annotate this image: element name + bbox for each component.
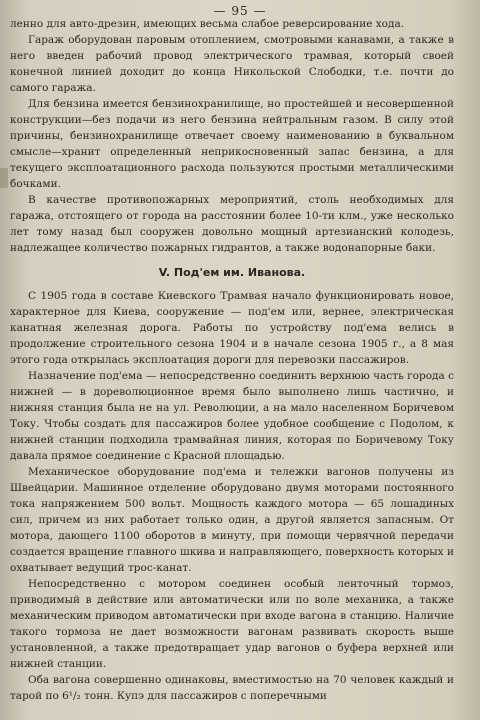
paragraph-fire-safety: В качестве противопожарных мероприятий, столь необходимых для гаража, отстоящего от города на расстоянии более 10-ти клм., уже несколько лет тому назад был сооружен довольно мощный артезианский колодезь, надлежащее количество пожарных гидрантов, а также водонапорные баки. [10, 194, 454, 254]
page-body [10, 16, 454, 704]
section-heading: V. Под'ем им. Иванова. [158, 266, 306, 279]
paragraph-gasoline: Для бензина имеется бензинохранилище, но простейшей и несовершенной конструкции—без подачи из него бензина нейтральным газом. В силу этой причины, бензинохранилище отвечает своему наименованию в буквальном смысле—хранит определенный неприкосновенный запас бензина, а для текущего эксплоатационного расхода пользуются простыми металлическими бочками. [10, 98, 454, 190]
paragraph-purpose: Назначение под'ема — непосредственно соединить верхнюю часть города с нижней — в дореволюционное время было выполнено лишь частично, и нижняя станция была не на ул. Революции, а на мало населенном Боричевом Току. Чтобы создать для пассажиров более удобное сообщение с Подолом, к нижней станции подходила трамвайная линия, которая по Боричевому Току давала прямое соединение с Красной площадью. [10, 370, 454, 462]
paragraph-intro-continuation: ленно для авто-дрезин, имеющих весьма слабое реверсирование хода. [10, 18, 405, 30]
paragraph-brake: Непосредственно с мотором соединен особый ленточный тормоз, приводимый в действие или автоматически или по воле механика, а также механическим приводом автоматически при входе вагона в станцию. Наличие такого тормоза не дает возможности вагонам развивать скорость выше установленной, а также предотвращает удар вагонов о буфера верхней или нижней станции. [10, 578, 454, 670]
paragraph-equipment: Механическое оборудование под'ема и тележки вагонов получены из Швейцарии. Машинное отделение оборудовано двумя моторами постоянного тока напряжением 500 вольт. Мощность каждого мотора — 65 лошадиных сил, причем из них работает только один, а другой является запасным. От мотора, дающего 1100 оборотов в минуту, при помощи червячной передачи создается вращение главного шкива и направляющего, поверхность которых и охватывает ведущий трос-канат. [10, 466, 454, 574]
paragraph-cars: Оба вагона совершенно одинаковы, вместимостью на 70 человек каждый и тарой по 6¹/₂ тонн. Купэ для пассажиров с поперечными [10, 674, 454, 702]
page-number: — 95 — [213, 4, 267, 18]
paragraph-history: С 1905 года в составе Киевского Трамвая начало функционировать новое, характерное для Киева, сооружение — под'ем или, вернее, электрическая канатная железная дорога. Работы по устройству под'ема велись в продолжение строительного сезона 1904 и в начале сезона 1905 г., а 8 мая этого года открылась эксплоатация дороги для перевозки пассажиров. [10, 290, 454, 366]
page-edge-shadow [0, 168, 8, 188]
paragraph-garage: Гараж оборудован паровым отоплением, смотровыми канавами, а также в него введен рабочий провод электрического трамвая, который своей конечной линией доходит до конца Никольской Слободки, т.е. почти до самого гаража. [10, 34, 454, 94]
